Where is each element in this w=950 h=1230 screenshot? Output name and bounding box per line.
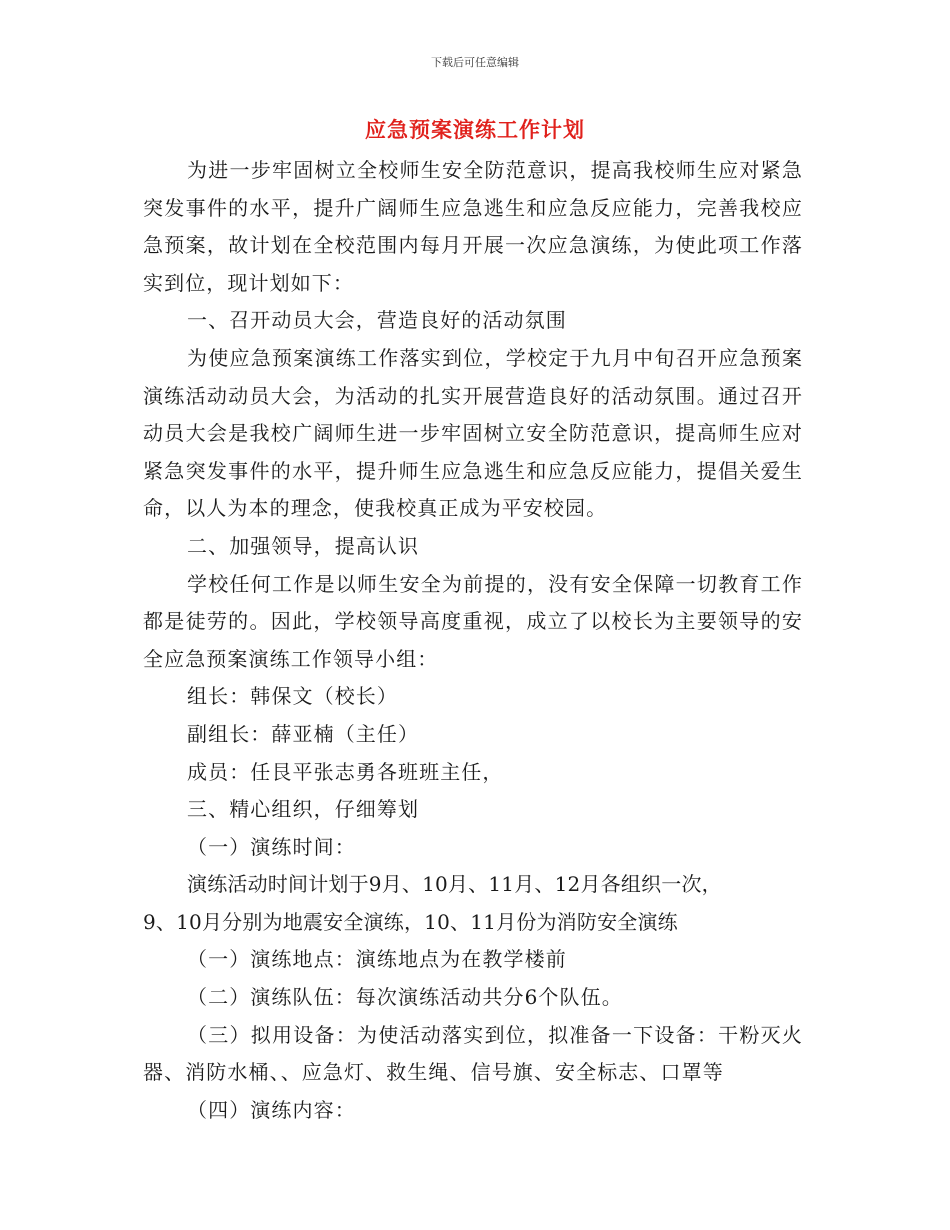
leader-line: 组长：韩保文（校长） (187, 684, 398, 709)
drill-time-line-2: 9、10月分别为地震安全演练，10、11月份为消防安全演练 (143, 909, 678, 934)
drill-location-line: （一）演练地点：演练地点为在教学楼前 (187, 947, 567, 972)
document-title: 应急预案演练工作计划 (365, 118, 585, 142)
document-body (143, 152, 803, 1129)
section-heading-3: 三、精心组织，仔细筹划 (187, 797, 420, 822)
drill-content-heading: （四）演练内容： (187, 1097, 356, 1122)
intro-paragraph: 为进一步牢固树立全校师生安全防范意识，提高我校师生应对紧急突发事件的水平，提升广阔师生应急逃生和应急反应能力，完善我校应急预案，故计划在全校范围内每月开展一次应急演练，为使此项工作落实到位，现计划如下： (143, 158, 803, 295)
drill-equipment-paragraph: （三）拟用设备：为使活动落实到位，拟准备一下设备：干粉灭火器、消防水桶、、应急灯、救生绳、信号旗、安全标志、口罩等 (143, 1022, 803, 1085)
section-heading-2: 二、加强领导，提高认识 (187, 533, 420, 558)
deputy-leader-line: 副组长：薛亚楠（主任） (187, 721, 420, 746)
members-line: 成员：任艮平张志勇各班班主任， (187, 759, 504, 784)
section-1-paragraph: 为使应急预案演练工作落实到位，学校定于九月中旬召开应急预案演练活动动员大会，为活动的扎实开展营造良好的活动氛围。通过召开动员大会是我校广阔师生进一步牢固树立安全防范意识，提高师生应对紧急突发事件的水平，提升师生应急逃生和应急反应能力，提倡关爱生命，以人为本的理念，使我校真正成为平安校园。 (143, 345, 803, 521)
drill-time-line-1: 演练活动时间计划于9月、10月、11月、12月各组织一次， (187, 872, 722, 897)
header-note: 下载后可任意编辑 (431, 56, 519, 69)
drill-time-heading: （一）演练时间： (187, 834, 356, 859)
section-heading-1: 一、召开动员大会，营造良好的活动氛围 (187, 308, 567, 333)
section-2-paragraph: 学校任何工作是以师生安全为前提的，没有安全保障一切教育工作都是徒劳的。因此，学校领导高度重视，成立了以校长为主要领导的安全应急预案演练工作领导小组： (143, 571, 803, 671)
drill-teams-line: （二）演练队伍：每次演练活动共分6个队伍。 (187, 985, 623, 1010)
